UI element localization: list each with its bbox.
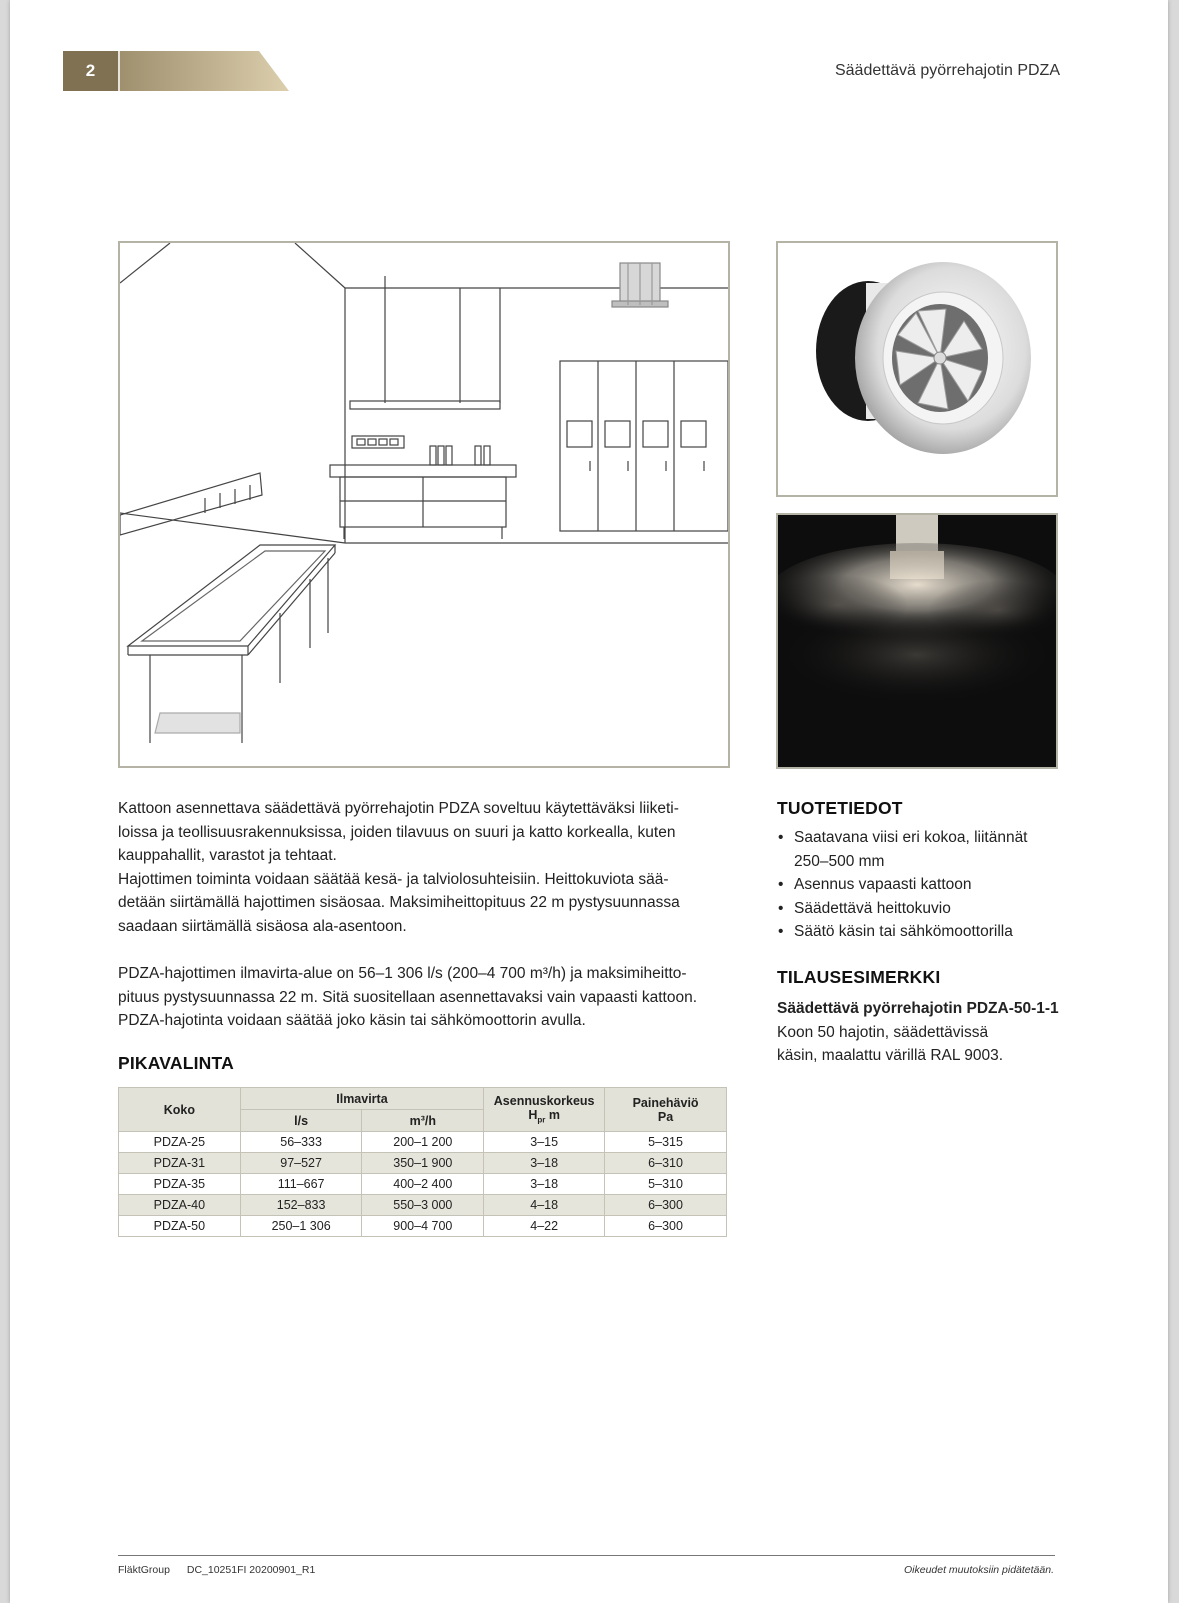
page-number: 2 bbox=[85, 61, 96, 80]
cell-m3h: 400–2 400 bbox=[362, 1174, 484, 1195]
table-row bbox=[119, 1216, 727, 1237]
diffuser-icon bbox=[778, 243, 1056, 495]
cell-asennus: 4–18 bbox=[484, 1195, 605, 1216]
intro-line: kauppahallit, varastot ja tehtaat. bbox=[118, 847, 337, 864]
header-painehavio bbox=[605, 1088, 727, 1132]
tuotetiedot-list bbox=[777, 826, 1067, 944]
tilausesimerkki-heading: TILAUSESIMERKKI bbox=[777, 967, 941, 987]
footer-note: Oikeudet muutoksiin pidätetään. bbox=[903, 1564, 1054, 1576]
cell-ls: 152–833 bbox=[240, 1195, 362, 1216]
order-code: Säädettävä pyörrehajotin PDZA-50-1-1 bbox=[777, 1000, 1059, 1017]
tuotetiedot-heading: TUOTETIEDOT bbox=[777, 798, 903, 818]
smoke-airflow-icon bbox=[778, 515, 1056, 767]
room-drawing bbox=[120, 243, 728, 766]
footer-divider bbox=[118, 1555, 1055, 1556]
list-item: • Asennus vapaasti kattoon bbox=[777, 873, 1067, 897]
cell-asennus: 3–18 bbox=[484, 1153, 605, 1174]
list-item bbox=[777, 826, 1067, 873]
cell-ls: 111–667 bbox=[240, 1174, 362, 1195]
cell-koko: PDZA-40 bbox=[119, 1195, 241, 1216]
list-item: • Säädettävä heittokuvio bbox=[777, 897, 1067, 921]
cell-koko: PDZA-31 bbox=[119, 1153, 241, 1174]
list-item-line: • Saatavana viisi eri kokoa, liitännät bbox=[794, 829, 1028, 846]
page-number-tab bbox=[63, 51, 289, 91]
order-description-line: käsin, maalattu värillä RAL 9003. bbox=[777, 1047, 1004, 1064]
table-row bbox=[119, 1174, 727, 1195]
smoke-pattern-photo bbox=[776, 513, 1058, 769]
cell-koko: PDZA-50 bbox=[119, 1216, 241, 1237]
order-description-line: Koon 50 hajotin, säädettävissä bbox=[777, 1023, 989, 1041]
header-m3h: m³/h bbox=[362, 1110, 484, 1132]
cell-paine: 6–300 bbox=[605, 1216, 727, 1237]
cell-m3h: 900–4 700 bbox=[362, 1216, 484, 1237]
painehavio-unit: Pa bbox=[657, 1109, 674, 1124]
intro-line: PDZA-hajottimen ilmavirta-alue on 56–1 306 l/s (200–4 700 m³/h) ja maksimiheitto- bbox=[118, 965, 687, 982]
cell-paine: 5–315 bbox=[605, 1132, 727, 1153]
intro-line: saadaan siirtämällä sisäosa ala-asentoon. bbox=[118, 917, 407, 935]
intro-paragraph-1 bbox=[118, 797, 738, 938]
cell-paine: 5–310 bbox=[605, 1174, 727, 1195]
document-page bbox=[10, 0, 1168, 1603]
table-row bbox=[119, 1132, 727, 1153]
header-ilmavirta: Ilmavirta bbox=[240, 1088, 483, 1110]
intro-line: loissa ja teollisuusrakennuksissa, joiden tilavuus on suuri ja katto korkealla, kuten bbox=[118, 823, 676, 841]
diffuser-photo bbox=[776, 241, 1058, 497]
cell-m3h: 350–1 900 bbox=[362, 1153, 484, 1174]
intro-line: detään siirtämällä hajottimen sisäosaa. Maksimiheittopituus 22 m pystysuunnassa bbox=[118, 894, 680, 911]
cell-ls: 97–527 bbox=[240, 1153, 362, 1174]
header-asennuskorkeus bbox=[484, 1088, 605, 1132]
list-item-line: 250–500 mm bbox=[794, 852, 885, 870]
table-row bbox=[119, 1195, 727, 1216]
header-ls: l/s bbox=[240, 1110, 362, 1132]
room-illustration bbox=[118, 241, 730, 768]
cell-ls: 56–333 bbox=[240, 1132, 362, 1153]
cell-asennus: 3–18 bbox=[484, 1174, 605, 1195]
cell-paine: 6–300 bbox=[605, 1195, 727, 1216]
intro-line: PDZA-hajotinta voidaan säätää joko käsin tai sähkömoottorin avulla. bbox=[118, 1012, 586, 1029]
cell-paine: 6–310 bbox=[605, 1153, 727, 1174]
intro-line: pituus pystysuunnassa 22 m. Sitä suositellaan asennettavaksi vain vapaasti kattoon. bbox=[118, 988, 698, 1006]
cell-m3h: 200–1 200 bbox=[362, 1132, 484, 1153]
list-item: • Säätö käsin tai sähkömoottorilla bbox=[777, 920, 1067, 944]
cell-asennus: 3–15 bbox=[484, 1132, 605, 1153]
footer-doc-code: DC_10251FI 20200901_R1 bbox=[186, 1564, 316, 1576]
asennuskorkeus-unit: $H_{pr}$ m bbox=[528, 1108, 560, 1125]
cell-koko: PDZA-25 bbox=[119, 1132, 241, 1153]
pikavalinta-table bbox=[118, 1087, 727, 1237]
cell-m3h: 550–3 000 bbox=[362, 1195, 484, 1216]
intro-line: Kattoon asennettava säädettävä pyörrehajotin PDZA soveltuu käytettäväksi liiketi- bbox=[118, 800, 679, 817]
intro-paragraph-2 bbox=[118, 962, 738, 1033]
header-koko: Koko bbox=[119, 1088, 241, 1132]
cell-ls: 250–1 306 bbox=[240, 1216, 362, 1237]
cell-asennus: 4–22 bbox=[484, 1216, 605, 1237]
table-row bbox=[119, 1153, 727, 1174]
asennuskorkeus-label: Asennuskorkeus bbox=[493, 1094, 595, 1109]
footer-left bbox=[118, 1564, 329, 1576]
cell-koko: PDZA-35 bbox=[119, 1174, 241, 1195]
pikavalinta-heading: PIKAVALINTA bbox=[118, 1053, 234, 1073]
footer-brand: FläktGroup bbox=[118, 1564, 170, 1576]
tilausesimerkki-text bbox=[777, 997, 1067, 1068]
intro-line: Hajottimen toiminta voidaan säätää kesä- ja talviolosuhteisiin. Heittokuviota sää- bbox=[118, 870, 669, 888]
painehavio-label: Painehäviö bbox=[632, 1095, 699, 1110]
document-title: Säädettävä pyörrehajotin PDZA bbox=[834, 62, 1060, 79]
